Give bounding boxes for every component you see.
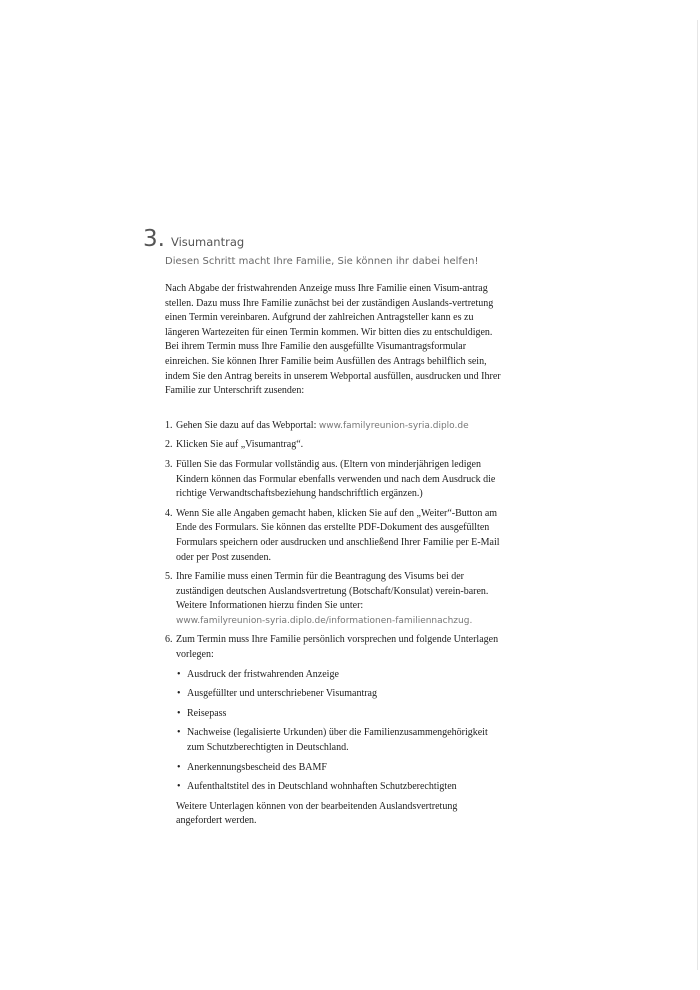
step-text: Gehen Sie dazu auf das Webportal: bbox=[176, 419, 319, 431]
section-heading bbox=[143, 226, 503, 252]
step-number: 2. bbox=[165, 439, 173, 451]
step-number: 4. bbox=[165, 507, 173, 519]
document-item: • Reisepass bbox=[176, 707, 505, 722]
bullet-icon: • bbox=[177, 727, 181, 739]
info-link[interactable]: www.familyreunion-syria.diplo.de/informationen-familiennachzug. bbox=[176, 615, 473, 626]
step-text: Zum Termin muss Ihre Familie persönlich vorsprechen und folgende Unterlagen vorlegen: bbox=[176, 634, 499, 661]
step-text: Ihre Familie muss einen Termin für die Beantragung des Visums bei der zuständigen deutschen Auslandsvertretung (Botschaft/Konsulat) verein-baren. Weitere Informationen hierzu finden Sie unter: bbox=[176, 571, 489, 612]
document-item: • Nachweise (legalisierte Urkunden) über die Familienzusammengehörigkeit zum Schutzberechtigten in Deutschland. bbox=[177, 727, 488, 754]
intro-paragraph-2: Bei ihrem Termin muss Ihre Familie den ausgefüllte Visumantragsformular einreichen. Sie können Ihrer Familie beim Ausfüllen des Antrags behilflich sein, indem Sie den Antrag bereits in unserem Webportal ausfüllen, ausdrucken und Ihrer Familie zur Unterschrift zusenden: bbox=[165, 341, 501, 397]
step-number: 3. bbox=[165, 458, 173, 470]
intro-paragraph-1: Nach Abgabe der fristwahrenden Anzeige muss Ihre Familie einen Visum-antrag stellen. Dazu muss Ihre Familie zunächst bei der zuständigen Auslands-vertretung einen Termin vereinbaren. Aufgrund der zahlreichen Antragsteller kann es zu längeren Wartezeiten für einen Termin kommen. Wir bitten dies zu entschuldigen. bbox=[165, 283, 494, 338]
section-number-dot: . bbox=[157, 226, 165, 252]
documents-list bbox=[176, 668, 505, 795]
bullet-icon: • bbox=[177, 707, 181, 719]
step-number: 1. bbox=[165, 419, 173, 431]
step-number: 5. bbox=[165, 571, 173, 583]
document-item: • Ausdruck der fristwahrenden Anzeige bbox=[176, 668, 505, 683]
step-1 bbox=[165, 419, 505, 434]
bullet-icon: • bbox=[177, 688, 181, 700]
section-content bbox=[165, 282, 505, 834]
step-4 bbox=[165, 507, 505, 565]
step-3 bbox=[165, 458, 505, 502]
section-title: Visumantrag bbox=[170, 235, 245, 249]
section-subtitle: Diesen Schritt macht Ihre Familie, Sie können ihr dabei helfen! bbox=[165, 256, 479, 267]
document-item: • Ausgefüllter und unterschriebener Visumantrag bbox=[176, 687, 505, 702]
scan-edge bbox=[697, 20, 698, 970]
bullet-icon: • bbox=[177, 781, 181, 793]
step-text: Wenn Sie alle Angaben gemacht haben, klicken Sie auf den „Weiter“-Button am Ende des Formulars. Sie können das erstellte PDF-Dokument des ausgefüllten Formulars speichern oder ausdrucken und anschließend Ihrer Familie per E-Mail oder per Post zusenden. bbox=[176, 507, 500, 563]
steps-list bbox=[165, 419, 505, 829]
section-header bbox=[143, 226, 503, 267]
bullet-icon: • bbox=[177, 668, 181, 680]
step-text: Klicken Sie auf „Visumantrag“. bbox=[176, 439, 304, 451]
closing-note: Weitere Unterlagen können von der bearbeitenden Auslandsvertretung angefordert werden. bbox=[176, 800, 458, 827]
bullet-icon: • bbox=[177, 761, 181, 773]
webportal-link[interactable]: www.familyreunion-syria.diplo.de bbox=[318, 420, 469, 431]
document-item: • Anerkennungsbescheid des BAMF bbox=[176, 761, 505, 776]
document-item: • Aufenthaltstitel des in Deutschland wohnhaften Schutzberechtigten bbox=[176, 780, 505, 795]
step-number: 6. bbox=[165, 634, 173, 646]
step-6 bbox=[165, 633, 505, 829]
step-5 bbox=[165, 570, 505, 628]
section-number: 3 bbox=[143, 226, 158, 252]
step-2 bbox=[165, 438, 505, 453]
step-text: Füllen Sie das Formular vollständig aus. (Eltern von minderjährigen ledigen Kindern können das Formular ebenfalls verwenden und nach dem Ausdruck die richtige Verwandtschaftsbeziehung handschriftlich ergänzen.) bbox=[176, 458, 496, 500]
